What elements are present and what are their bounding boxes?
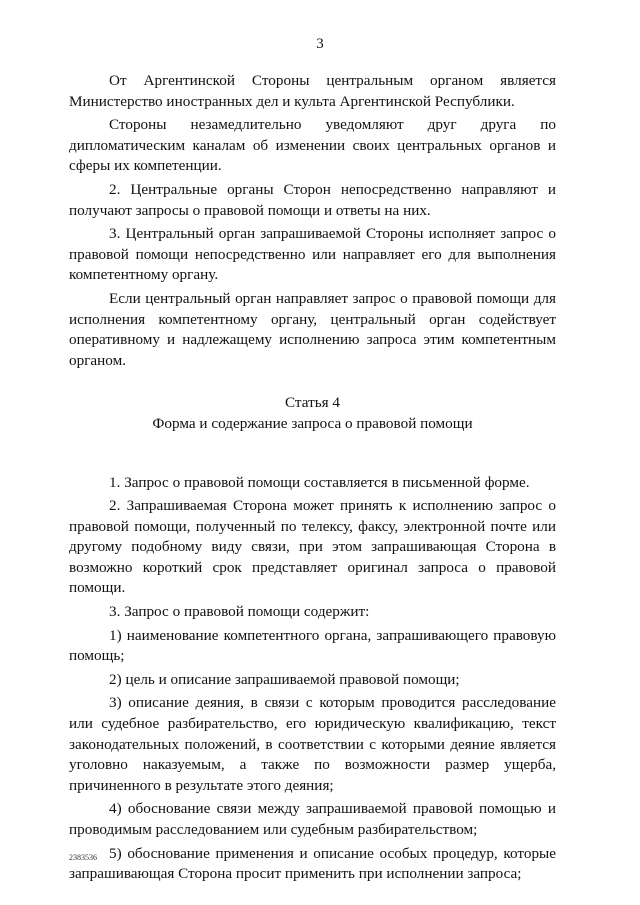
paragraph: Если центральный орган направляет запрос о правовой помощи для исполнения компетентному органу, центральный орган содействует оперативному и надлежащему исполнению запроса этим компетентным органом. xyxy=(69,289,556,369)
list-item: 1) наименование компетентного органа, запрашивающего правовую помощь; xyxy=(69,626,556,665)
paragraph: 2. Запрашиваемая Сторона может принять к исполнению запрос о правовой помощи, полученный по телексу, факсу, электронной почте или другому подобному виду связи, при этом запрашивающая Сторона в возможно короткий срок представляет оригинал запроса о правовой помощи. xyxy=(69,497,556,597)
paragraph: 1. Запрос о правовой помощи составляется в письменной форме. xyxy=(109,473,530,491)
list-item: 2) цель и описание запрашиваемой правовой помощи; xyxy=(109,670,460,688)
list-item: 3) описание деяния, в связи с которым проводится расследование или судебное разбирательство, его юридическую квалификацию, текст законодательных положений, в соответствии с которыми деяние является уголовно наказуемым, а также по возможности размер ущерба, причиненного в результате этого деяния; xyxy=(69,694,556,794)
page-number: 3 xyxy=(316,36,324,52)
paragraph: 2. Центральные органы Сторон непосредственно направляют и получают запросы о правовой помощи и ответы на них. xyxy=(69,180,556,219)
paragraph: От Аргентинской Стороны центральным органом является Министерство иностранных дел и культа Аргентинской Республики. xyxy=(69,72,556,110)
list-item: 4) обоснование связи между запрашиваемой правовой помощью и проводимым расследованием или судебным разбирательством; xyxy=(69,800,556,838)
article-title: Форма и содержание запроса о правовой помощи xyxy=(152,414,473,432)
paragraph: 3. Центральный орган запрашиваемой Стороны исполняет запрос о правовой помощи непосредственно или направляет его для выполнения компетентному органу. xyxy=(69,225,556,284)
paragraph: 3. Запрос о правовой помощи содержит: xyxy=(109,603,370,621)
article-heading xyxy=(69,393,556,434)
document-body xyxy=(69,71,556,888)
article-number: Статья 4 xyxy=(284,394,341,412)
document-code: 2383536 xyxy=(69,853,97,862)
list-item: 5) обоснование применения и описание особых процедур, которые запрашивающая Сторона просит применить при исполнении запроса; xyxy=(69,844,556,883)
paragraph: Стороны незамедлительно уведомляют друг друга по дипломатическим каналам об изменении своих центральных органов и сферы их компетенции. xyxy=(69,116,556,175)
